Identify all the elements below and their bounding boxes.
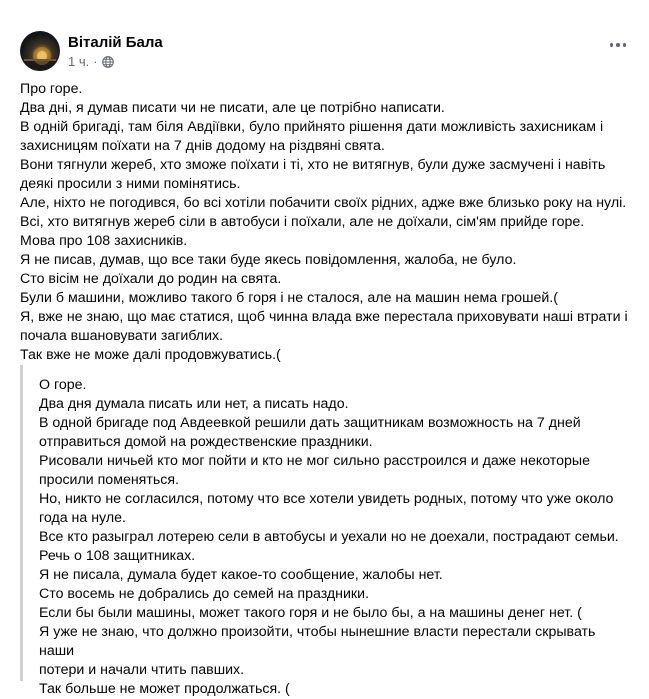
- quote-text-line: Речь о 108 защитниках.: [39, 548, 196, 564]
- post-text-line: Мова про 108 захисників.: [20, 233, 188, 249]
- quote-text-line: Все кто разыграл лотерею сели в автобусы и уехали но не доехали, пострадают семьи.: [39, 529, 619, 545]
- quote-text-line: потери и начали чтить павших.: [39, 662, 245, 678]
- post-text-line: деякі просили з ними помінятись.: [20, 176, 241, 192]
- meta-separator: ·: [93, 54, 98, 69]
- quote-text-line: просили поменяться.: [39, 472, 179, 488]
- post-text-line: Про горе.: [20, 81, 83, 97]
- more-options-icon[interactable]: [606, 35, 630, 55]
- quote-text-line: В одной бригаде под Авдеевкой решили дать защитникам возможность на 7 дней: [39, 415, 581, 431]
- post-text: [20, 80, 632, 365]
- quote-text-line: Так больше не может продолжаться. (: [39, 681, 290, 697]
- author-name[interactable]: Віталій Бала: [68, 34, 163, 51]
- post-text-line: Я не писав, думав, що все таки буде якесь повідомлення, жалоба, не було.: [20, 252, 517, 268]
- quote-text-line: Я не писала, думала будет какое-то сообщение, жалобы нет.: [39, 567, 443, 583]
- post-text-line: Так вже не може далі продовжуватись.(: [20, 347, 281, 363]
- post-text-line: Вони тягнули жереб, хто зможе поїхати і ті, хто не витягнув, були дуже засмучені і навіть: [20, 157, 606, 173]
- post-text-line: захисницям поїхати на 7 днів додому на різдвяні свята.: [20, 138, 385, 154]
- post-text-line: Були б машини, можливо такого б горя і не сталося, але на машин нема грошей.(: [20, 290, 558, 306]
- post-header: [20, 31, 630, 73]
- quote-text: [39, 376, 633, 699]
- post-text-line: Але, ніхто не погодився, бо всі хотіли побачити своїх рідних, адже вже близько року на нулі.: [20, 195, 627, 211]
- avatar-photo-icon: [20, 31, 60, 71]
- quote-text-line: Рисовали ничьей кто мог пойти и кто не мог сильно расстроился и даже некоторые: [39, 453, 590, 469]
- quote-text-line: Если бы были машины, может такого горя и не было бы, а на машины денег нет. (: [39, 605, 582, 621]
- quote-text-line: Сто восемь не добрались до семей на праздники.: [39, 586, 370, 602]
- globe-icon[interactable]: [102, 56, 114, 68]
- post-meta: [68, 54, 114, 69]
- post-text-line: Два дні, я думав писати чи не писати, але це потрібно написати.: [20, 100, 445, 116]
- post-time[interactable]: 1 ч.: [68, 54, 90, 69]
- post-text-line: почала вшановувати загиблих.: [20, 328, 224, 344]
- quote-text-line: года на нуле.: [39, 510, 126, 526]
- author-avatar[interactable]: [20, 31, 60, 71]
- quote-text-line: О горе.: [39, 377, 87, 393]
- translation-quote-block: [20, 365, 632, 697]
- quote-text-line: отправиться домой на рождественские праздники.: [39, 434, 373, 450]
- post-text-line: Я, вже не знаю, що має статися, щоб чинна влада вже перестала приховувати наші втрати і: [20, 309, 628, 325]
- quote-text-line: Я уже не знаю, что должно произойти, чтобы нынешние власти перестали скрывать наши: [39, 624, 596, 659]
- quote-text-line: Два дня думала писать или нет, а писать надо.: [39, 396, 349, 412]
- quote-text-line: Но, никто не согласился, потому что все хотели увидеть родных, потому что уже около: [39, 491, 614, 507]
- post-text-line: Всі, хто витягнув жереб сіли в автобуси і поїхали, але не доїхали, сім'ям прийде горе.: [20, 214, 585, 230]
- post-text-line: Сто вісім не доїхали до родин на свята.: [20, 271, 282, 287]
- post-text-line: В одній бригаді, там біля Авдіївки, було прийнято рішення дати можливість захисникам і: [20, 119, 604, 135]
